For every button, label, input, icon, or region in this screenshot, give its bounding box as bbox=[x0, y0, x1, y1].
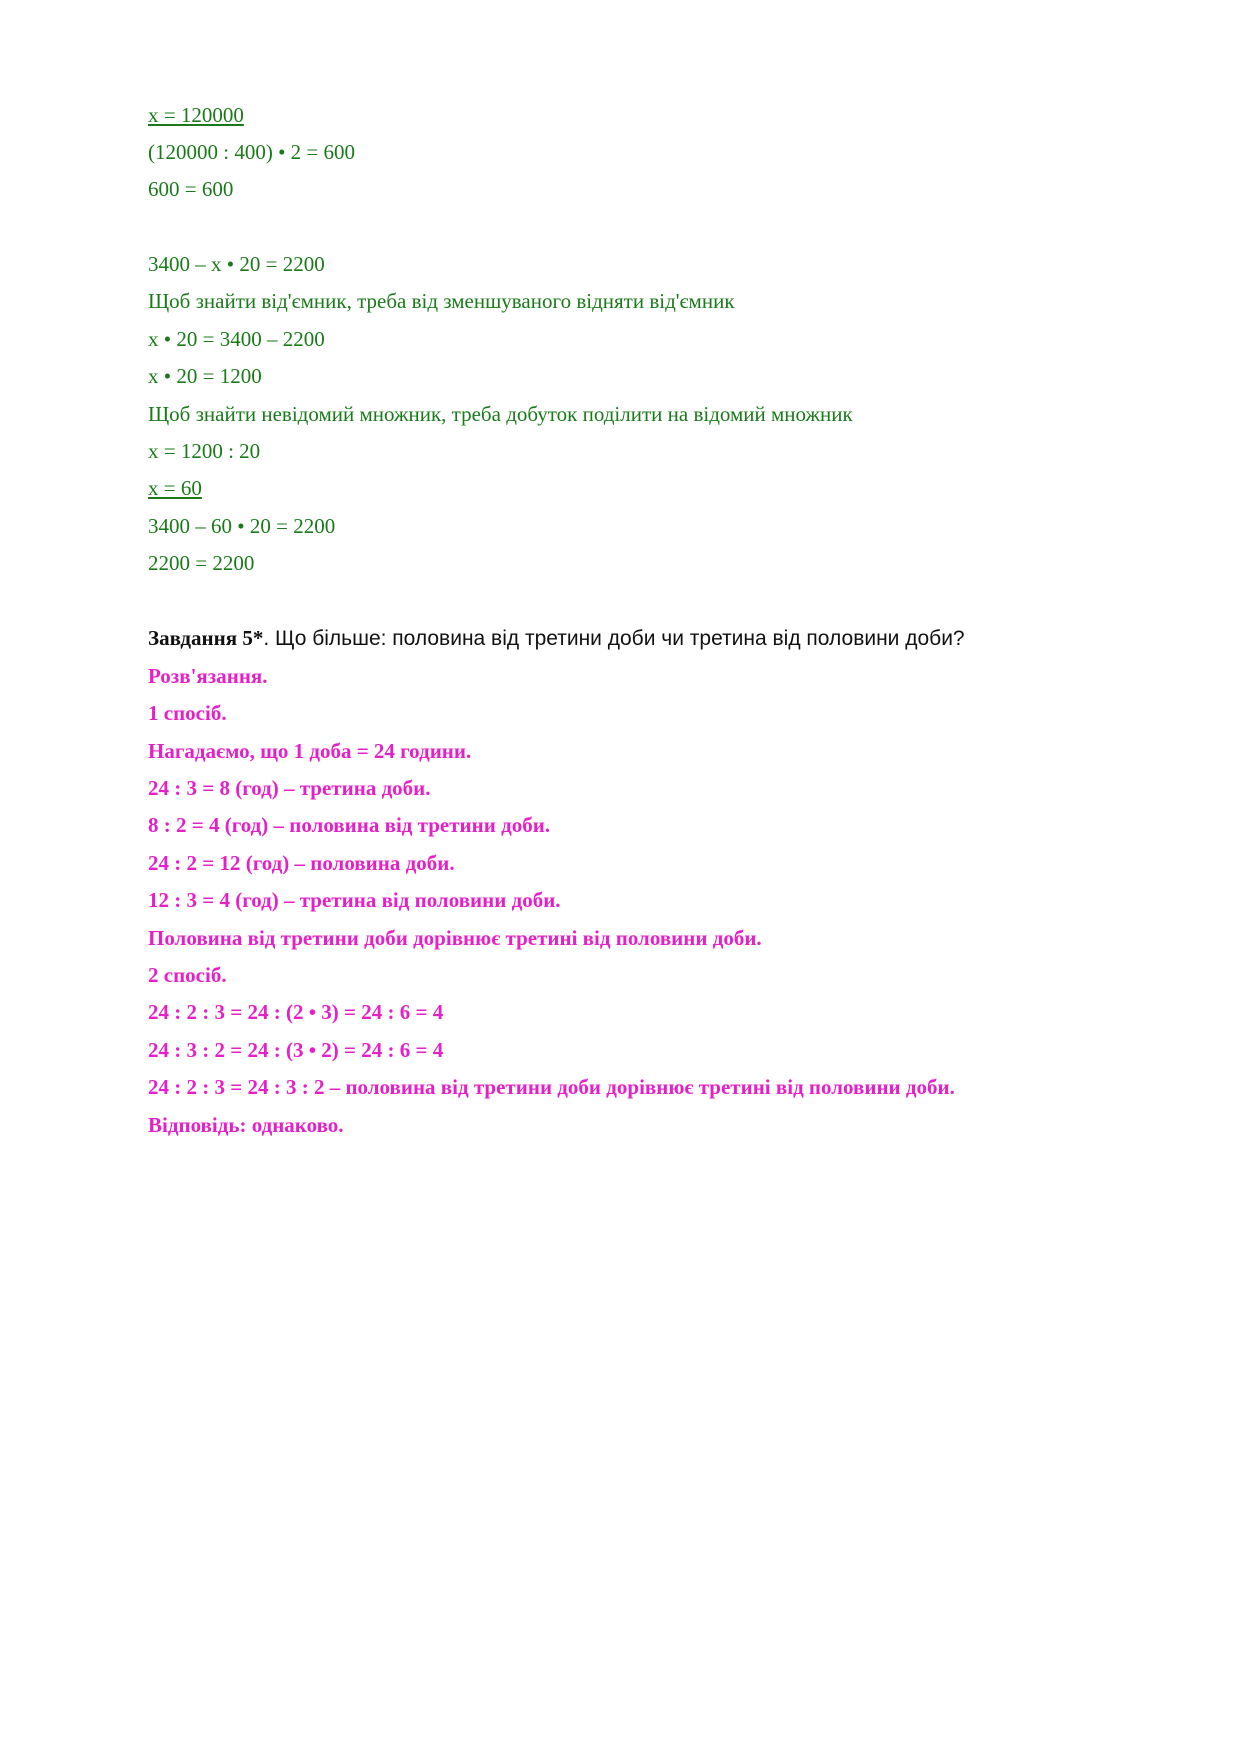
task-heading bbox=[148, 625, 965, 652]
equation-line: 3400 – x • 20 = 2200 bbox=[148, 252, 325, 276]
equation-line: x • 20 = 1200 bbox=[148, 364, 262, 388]
solution-line: 2 спосіб. bbox=[148, 963, 227, 987]
equation-line: x = 60 bbox=[148, 476, 202, 500]
solution-line: 24 : 2 = 12 (год) – половина доби. bbox=[148, 851, 455, 875]
task-text: . Що більше: половина від третини доби чи третина від половини доби? bbox=[263, 627, 965, 650]
answer-line: Відповідь: однаково. bbox=[148, 1113, 344, 1137]
solution-line: 24 : 3 : 2 = 24 : (3 • 2) = 24 : 6 = 4 bbox=[148, 1038, 444, 1062]
solution-line: 1 спосіб. bbox=[148, 701, 227, 725]
solution-line: Розв'язання. bbox=[148, 664, 268, 688]
equation-line: 600 = 600 bbox=[148, 177, 234, 201]
solution-line: 24 : 2 : 3 = 24 : (2 • 3) = 24 : 6 = 4 bbox=[148, 1000, 444, 1024]
task-label: Завдання 5* bbox=[148, 626, 264, 650]
equation-line: x • 20 = 3400 – 2200 bbox=[148, 327, 325, 351]
equation-line: 2200 = 2200 bbox=[148, 551, 255, 575]
equation-line: x = 120000 bbox=[148, 103, 244, 127]
solution-line: Нагадаємо, що 1 доба = 24 години. bbox=[148, 739, 472, 763]
rule-line: Щоб знайти від'ємник, треба від зменшуваного відняти від'ємник bbox=[148, 289, 735, 313]
solution-line: 24 : 2 : 3 = 24 : 3 : 2 – половина від третини доби дорівнює третині від половини доби. bbox=[148, 1075, 955, 1099]
equation-line: (120000 : 400) • 2 = 600 bbox=[148, 140, 356, 164]
equation-line: x = 1200 : 20 bbox=[148, 439, 261, 463]
solution-line: 12 : 3 = 4 (год) – третина від половини доби. bbox=[148, 888, 561, 912]
solution-line: Половина від третини доби дорівнює третині від половини доби. bbox=[148, 926, 762, 950]
solution-line: 8 : 2 = 4 (год) – половина від третини доби. bbox=[148, 813, 551, 837]
rule-line: Щоб знайти невідомий множник, треба добуток поділити на відомий множник bbox=[148, 402, 853, 426]
solution-line: 24 : 3 = 8 (год) – третина доби. bbox=[148, 776, 431, 800]
equation-line: 3400 – 60 • 20 = 2200 bbox=[148, 514, 336, 538]
